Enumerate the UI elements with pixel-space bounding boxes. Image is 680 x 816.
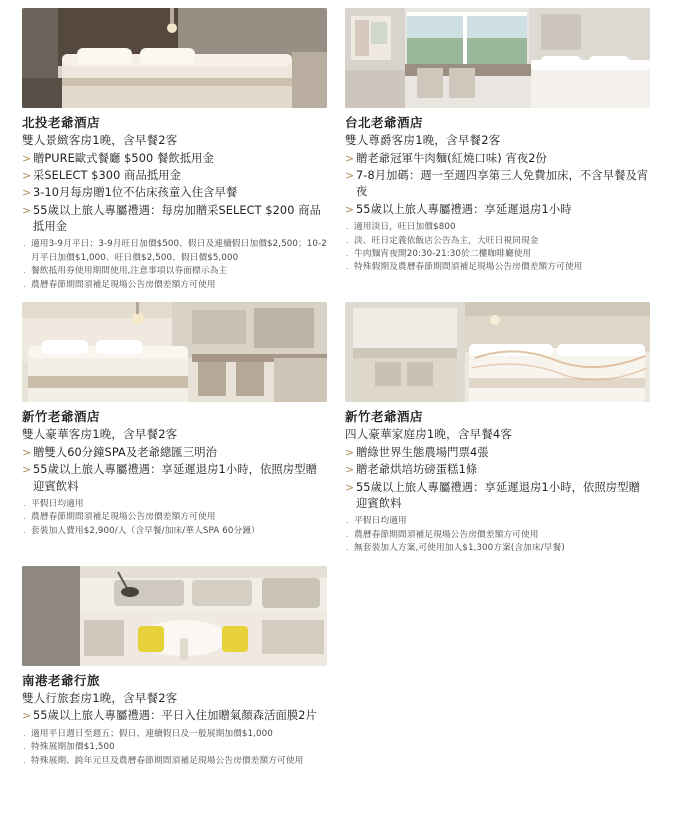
perk-text: 贈PURE歐式餐廳 $500 餐飲抵用金 xyxy=(33,151,214,165)
note-text: 無套裝加人方案,可使用加人$1,300方案(含加床/早餐) xyxy=(354,543,565,554)
note-text: 牛肉麵宵夜開20:30-21:30於二樓咖啡廳使用 xyxy=(354,248,532,259)
note-list xyxy=(345,515,650,555)
perk-text: 采SELECT $300 商品抵用金 xyxy=(33,168,182,182)
chevron-right-icon: > xyxy=(22,203,32,217)
perk-list xyxy=(345,151,650,219)
hotel-photo-hsinchu-deluxe xyxy=(22,302,327,402)
note-item xyxy=(345,261,650,274)
hotel-name: 新竹老爺酒店 xyxy=(22,409,101,425)
note-text: 餐飲抵用券使用期間使用,注意事項以券面標示為主 xyxy=(31,266,228,277)
bedroom-desk-warm-image xyxy=(22,302,327,402)
hotel-card[interactable] xyxy=(22,302,327,555)
hotel-card[interactable] xyxy=(345,302,650,555)
perk-list xyxy=(22,445,327,495)
chevron-right-icon: > xyxy=(22,168,32,182)
room-subtitle: 雙人行旅套房1晚，含早餐2客 xyxy=(22,690,178,705)
room-subtitle: 雙人尊爵客房1晚，含早餐2客 xyxy=(345,133,501,147)
chevron-right-icon: > xyxy=(345,168,355,182)
perk-item xyxy=(345,168,650,201)
bullet-icon: ． xyxy=(346,516,355,527)
bullet-icon: ． xyxy=(23,498,32,509)
bullet-icon: ． xyxy=(23,239,32,250)
hotel-name: 南港老爺行旅 xyxy=(22,672,101,688)
perk-text: 55歲以上旅人專屬禮遇：享延遲退房1小時，依照房型贈迎賓飲料 xyxy=(356,480,640,510)
perk-list xyxy=(22,708,327,724)
bullet-icon: ． xyxy=(23,266,32,277)
note-item xyxy=(22,265,327,278)
perk-item xyxy=(345,151,650,167)
note-item xyxy=(345,515,650,528)
note-item xyxy=(22,741,327,754)
bullet-icon: ． xyxy=(23,755,32,766)
perk-item xyxy=(22,203,327,236)
perk-text: 55歲以上旅人專屬禮遇：平日入住加贈氣顏森活面膜2片 xyxy=(33,709,317,723)
perk-text: 55歲以上旅人專屬禮遇：享延遲退房1小時 xyxy=(356,202,572,216)
bullet-icon: ． xyxy=(346,248,355,259)
perk-item xyxy=(22,462,327,495)
bullet-icon: ． xyxy=(346,235,355,246)
chevron-right-icon: > xyxy=(22,445,32,459)
hotel-photo-taipei xyxy=(345,8,650,108)
bullet-icon: ． xyxy=(23,525,32,536)
bullet-icon: ． xyxy=(346,222,355,233)
note-item xyxy=(22,238,327,265)
note-item xyxy=(22,728,327,741)
bedroom-window-twin-image xyxy=(345,8,650,108)
note-text: 淡、旺日定義依飯店公告為主，大旺日視同現金 xyxy=(354,235,539,246)
hotel-card[interactable] xyxy=(22,566,327,768)
chevron-right-icon: > xyxy=(345,463,355,477)
hotel-name: 台北老爺酒店 xyxy=(345,115,424,130)
perk-item xyxy=(345,445,650,461)
bedroom-twin-white-image xyxy=(345,302,650,402)
hotel-photo-nangang xyxy=(22,566,327,666)
note-item xyxy=(345,529,650,542)
note-item xyxy=(345,542,650,555)
hotel-name: 北投老爺酒店 xyxy=(22,115,101,130)
perk-text: 55歲以上旅人專屬禮遇：每房加贈采SELECT $200 商品抵用金 xyxy=(33,203,321,234)
note-item xyxy=(22,511,327,524)
chevron-right-icon: > xyxy=(345,445,355,459)
chevron-right-icon: > xyxy=(22,709,32,723)
note-text: 適用平日週日至週五；假日、連續假日及一般展期加價$1,000 xyxy=(31,728,273,739)
note-item xyxy=(345,235,650,248)
perk-list xyxy=(345,445,650,513)
bullet-icon: ． xyxy=(346,543,355,554)
note-item xyxy=(22,755,327,768)
note-text: 農曆春節期間須補足現場公告房價差額方可使用 xyxy=(31,279,216,290)
perk-item xyxy=(22,168,327,184)
note-item xyxy=(345,221,650,234)
perk-text: 3-10月每房贈1位不佔床孩童入住含早餐 xyxy=(33,186,238,200)
chevron-right-icon: > xyxy=(345,202,355,216)
perk-item xyxy=(345,480,650,513)
perk-item xyxy=(22,185,327,201)
perk-item xyxy=(345,462,650,478)
note-text: 特殊假期及農曆春節期間須補足現場公告房價差額方可使用 xyxy=(354,262,583,273)
perk-item xyxy=(22,151,327,167)
perk-text: 贈綠世界生態農場門票4張 xyxy=(356,445,489,459)
perk-item xyxy=(22,445,327,461)
bullet-icon: ． xyxy=(23,742,32,753)
chevron-right-icon: > xyxy=(22,186,32,200)
hotel-name: 新竹老爺酒店 xyxy=(345,409,424,425)
bedroom-beige-wood-image xyxy=(22,8,327,108)
note-text: 套裝加人費用$2,900/人（含早餐/加床/華人SPA 60分鐘） xyxy=(31,525,260,536)
note-list xyxy=(22,728,327,768)
chevron-right-icon: > xyxy=(345,480,355,494)
note-list xyxy=(345,221,650,275)
note-list xyxy=(22,238,327,292)
note-text: 特殊展期、跨年元旦及農曆春節期間須補足現場公告房價差額方可使用 xyxy=(31,755,304,766)
room-subtitle: 雙人景緻客房1晚，含早餐2客 xyxy=(22,133,178,147)
note-text: 適用3-9月平日；3-9月旺日加價$500、假日及連續假日加價$2,500；10-2月平日加價$1,000、旺日價$2,500、假日價$5,000 xyxy=(31,239,327,263)
perk-text: 贈老爺冠軍牛肉麵(紅燒口味) 宵夜2份 xyxy=(356,151,547,165)
hotel-card[interactable] xyxy=(22,8,327,292)
perk-text: 贈老爺烘培坊磅蛋糕1條 xyxy=(356,463,478,477)
hotel-card[interactable] xyxy=(345,8,650,292)
room-subtitle: 雙人豪華客房1晚，含早餐2客 xyxy=(22,427,178,442)
note-item xyxy=(22,279,327,292)
note-text: 農曆春節期間須補足現場公告房價差額方可使用 xyxy=(31,512,216,523)
perk-text: 7-8月加碼：週一至週四享第三人免費加床，不含早餐及宵夜 xyxy=(356,168,649,199)
lounge-yellow-chairs-image xyxy=(22,566,327,666)
bullet-icon: ． xyxy=(23,512,32,523)
perk-item xyxy=(345,202,650,218)
bullet-icon: ． xyxy=(23,279,32,290)
hotel-photo-beitou xyxy=(22,8,327,108)
room-subtitle: 四人豪華家庭房1晚，含早餐4客 xyxy=(345,427,513,442)
perk-text: 贈雙人60分鐘SPA及老爺總匯三明治 xyxy=(33,445,218,459)
chevron-right-icon: > xyxy=(22,151,32,165)
perk-item xyxy=(22,708,327,724)
chevron-right-icon: > xyxy=(345,151,355,165)
perk-text: 55歲以上旅人專屬禮遇：享延遲退房1小時，依照房型贈迎賓飲料 xyxy=(33,463,317,493)
note-text: 平假日均適用 xyxy=(354,516,407,527)
note-list xyxy=(22,498,327,538)
bullet-icon: ． xyxy=(346,529,355,540)
note-text: 適用淡日，旺日加價$800 xyxy=(354,222,456,233)
note-text: 平假日均適用 xyxy=(31,498,84,509)
bullet-icon: ． xyxy=(23,728,32,739)
note-item xyxy=(345,248,650,261)
note-item xyxy=(22,525,327,538)
bullet-icon: ． xyxy=(346,262,355,273)
chevron-right-icon: > xyxy=(22,463,32,477)
note-text: 農曆春節期間須補足現場公告房價差額方可使用 xyxy=(354,529,539,540)
note-item xyxy=(22,498,327,511)
hotel-photo-hsinchu-family xyxy=(345,302,650,402)
perk-list xyxy=(22,151,327,236)
note-text: 特殊展期加價$1,500 xyxy=(31,742,115,753)
